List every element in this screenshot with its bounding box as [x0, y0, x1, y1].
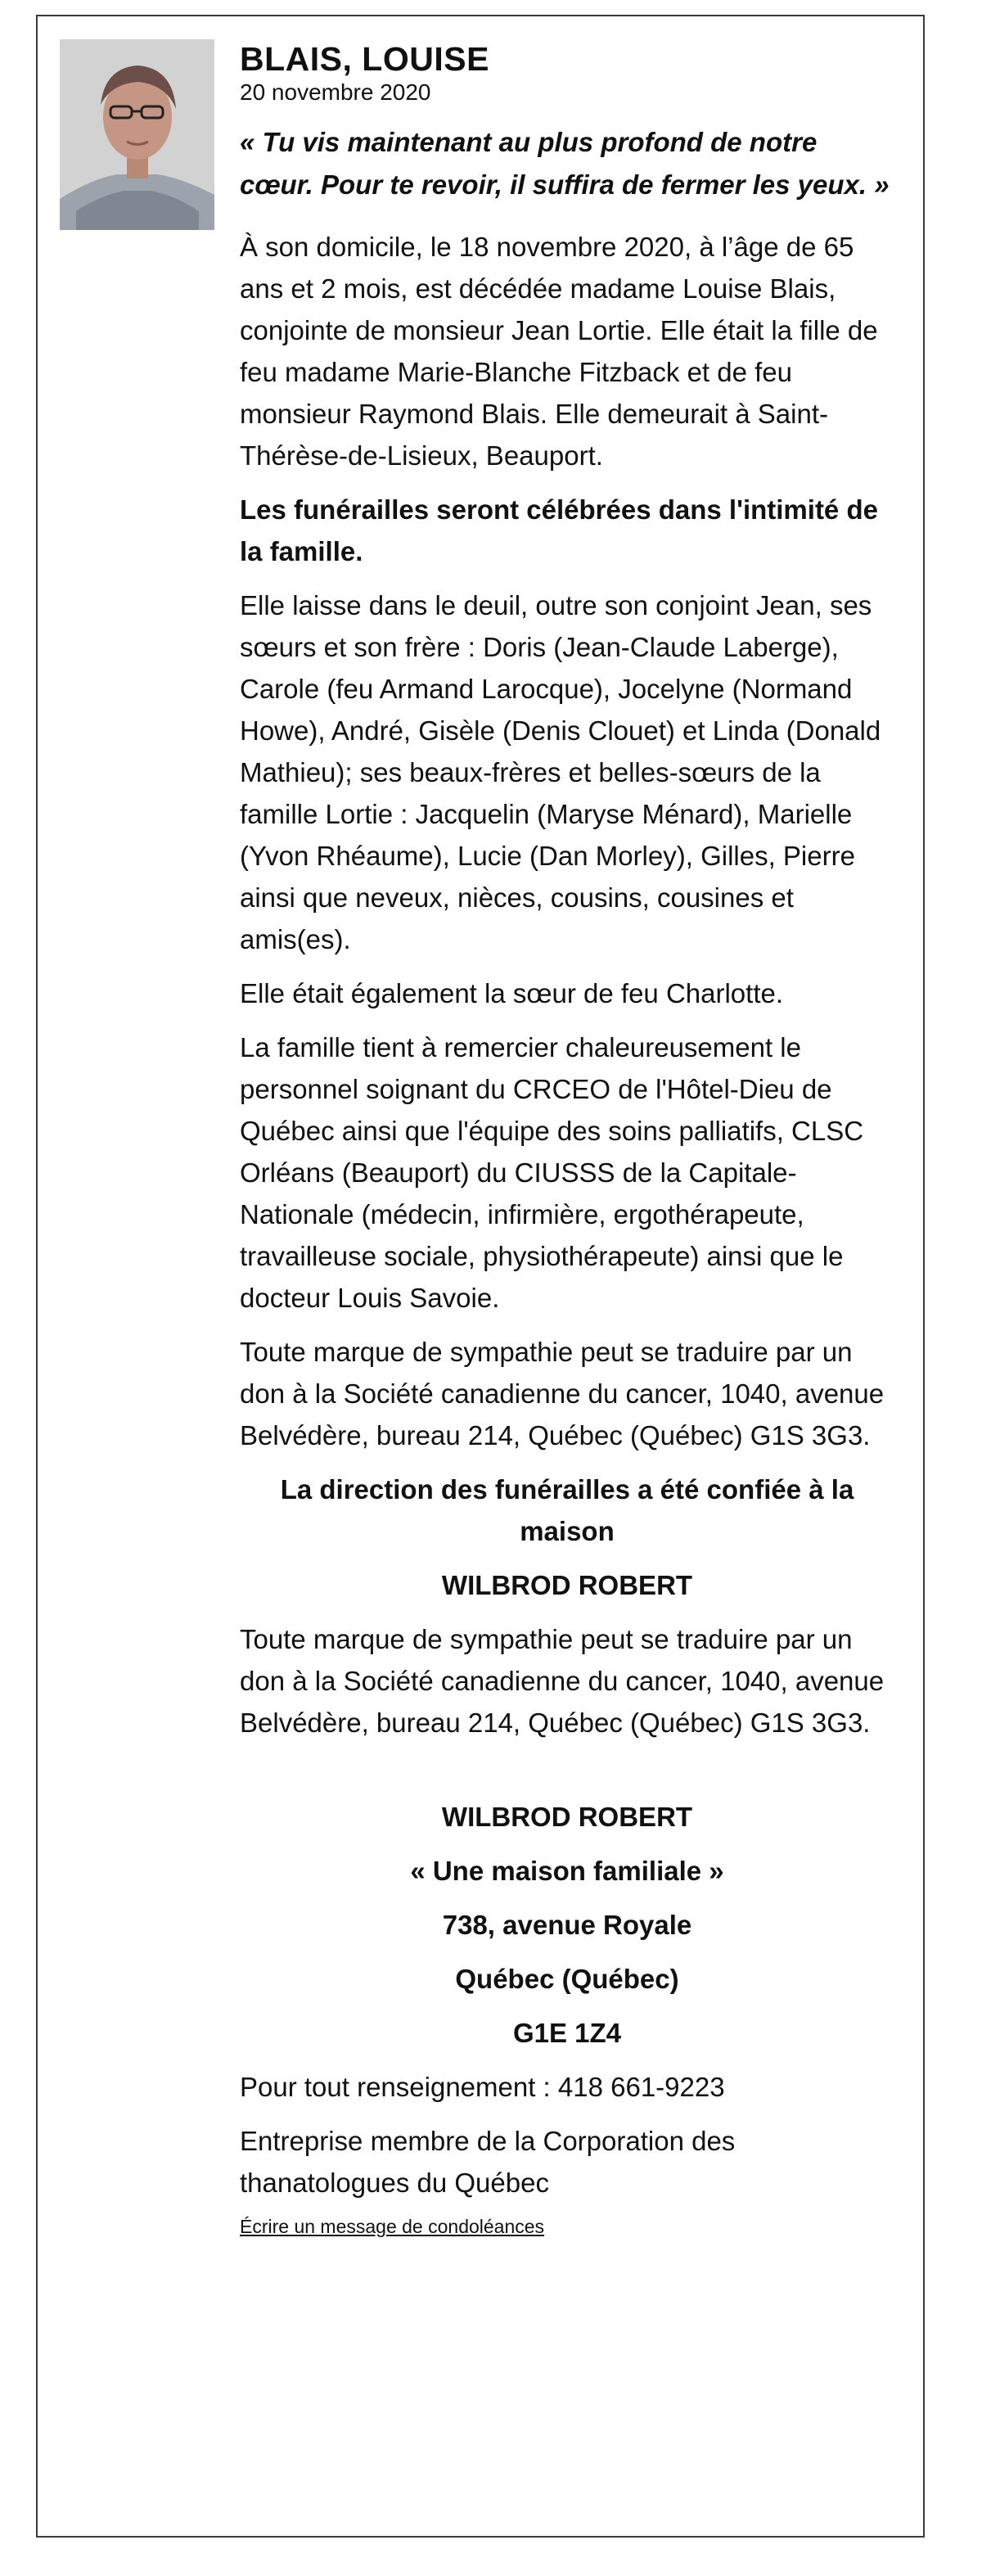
obituary-card [36, 15, 925, 2538]
funeral-notice: Les funérailles seront célébrées dans l'intimité de la famille. [240, 494, 878, 566]
obituary-content [240, 39, 894, 2239]
donation-paragraph: Toute marque de sympathie peut se traduire par un don à la Société canadienne du cancer, 1040, avenue Belvédère, bureau 214, Québec (Québec) G1S 3G3. [240, 1337, 885, 1450]
funeral-home-postal-code: G1E 1Z4 [512, 2018, 622, 2048]
section-spacer [240, 1756, 894, 1796]
survivors-paragraph: Elle laisse dans le deuil, outre son conjoint Jean, ses sœurs et son frère : Doris (Jean-Claude Laberge), Carole (feu Armand Larocque), Jocelyne (Normand Howe), André, Gisèle (Denis Clouet) et Linda (Donald Mathieu); ses beaux-frères et belles-sœurs de la famille Lortie : Jacquelin (Maryse Ménard), Marielle (Yvon Rhéaume), Lucie (Dan Morley), Gilles, Pierre ainsi que neveux, nièces, cousins, cousines et amis(es). [240, 590, 881, 954]
portrait-photo [60, 39, 214, 230]
sister-paragraph: Elle était également la sœur de feu Charlotte. [240, 978, 784, 1008]
thanks-paragraph: La famille tient à remercier chaleureusement le personnel soignant du CRCEO de l'Hôtel-Dieu de Québec ainsi que l'équipe des soins palliatifs, CLSC Orléans (Beauport) du CIUSSS de la Capitale-Nationale (médecin, infirmière, ergothérapeute, travailleuse sociale, physiothérapeute) ainsi que le docteur Louis Savoie. [240, 1032, 864, 1313]
direction-notice: La direction des funérailles a été confiée à la maison [280, 1474, 854, 1546]
condolences-link[interactable]: Écrire un message de condoléances [240, 2216, 545, 2237]
funeral-home-slogan: « Une maison familiale » [410, 1856, 724, 1886]
funeral-home-street: 738, avenue Royale [442, 1910, 692, 1940]
funeral-home-name-heading: WILBROD ROBERT [441, 1570, 693, 1600]
publication-date: 20 novembre 2020 [240, 79, 431, 105]
funeral-home-city: Québec (Québec) [455, 1964, 679, 1994]
funeral-home-phone: Pour tout renseignement : 418 661-9223 [240, 2072, 725, 2102]
memorial-quote: « Tu vis maintenant au plus profond de notre cœur. Pour te revoir, il suffira de fermer les yeux. » [240, 127, 890, 200]
funeral-home-name: WILBROD ROBERT [441, 1802, 693, 1832]
membership-statement: Entreprise membre de la Corporation des thanatologues du Québec [240, 2126, 736, 2198]
death-notice-paragraph: À son domicile, le 18 novembre 2020, à l’âge de 65 ans et 2 mois, est décédée madame Louise Blais, conjointe de monsieur Jean Lortie. Elle était la fille de feu madame Marie-Blanche Fitzback et de feu monsieur Raymond Blais. Elle demeurait à Saint-Thérèse-de-Lisieux, Beauport. [240, 232, 878, 471]
deceased-name: BLAIS, LOUISE [240, 40, 489, 78]
donation-paragraph-repeat: Toute marque de sympathie peut se traduire par un don à la Société canadienne du cancer, 1040, avenue Belvédère, bureau 214, Québec (Québec) G1S 3G3. [240, 1624, 885, 1738]
